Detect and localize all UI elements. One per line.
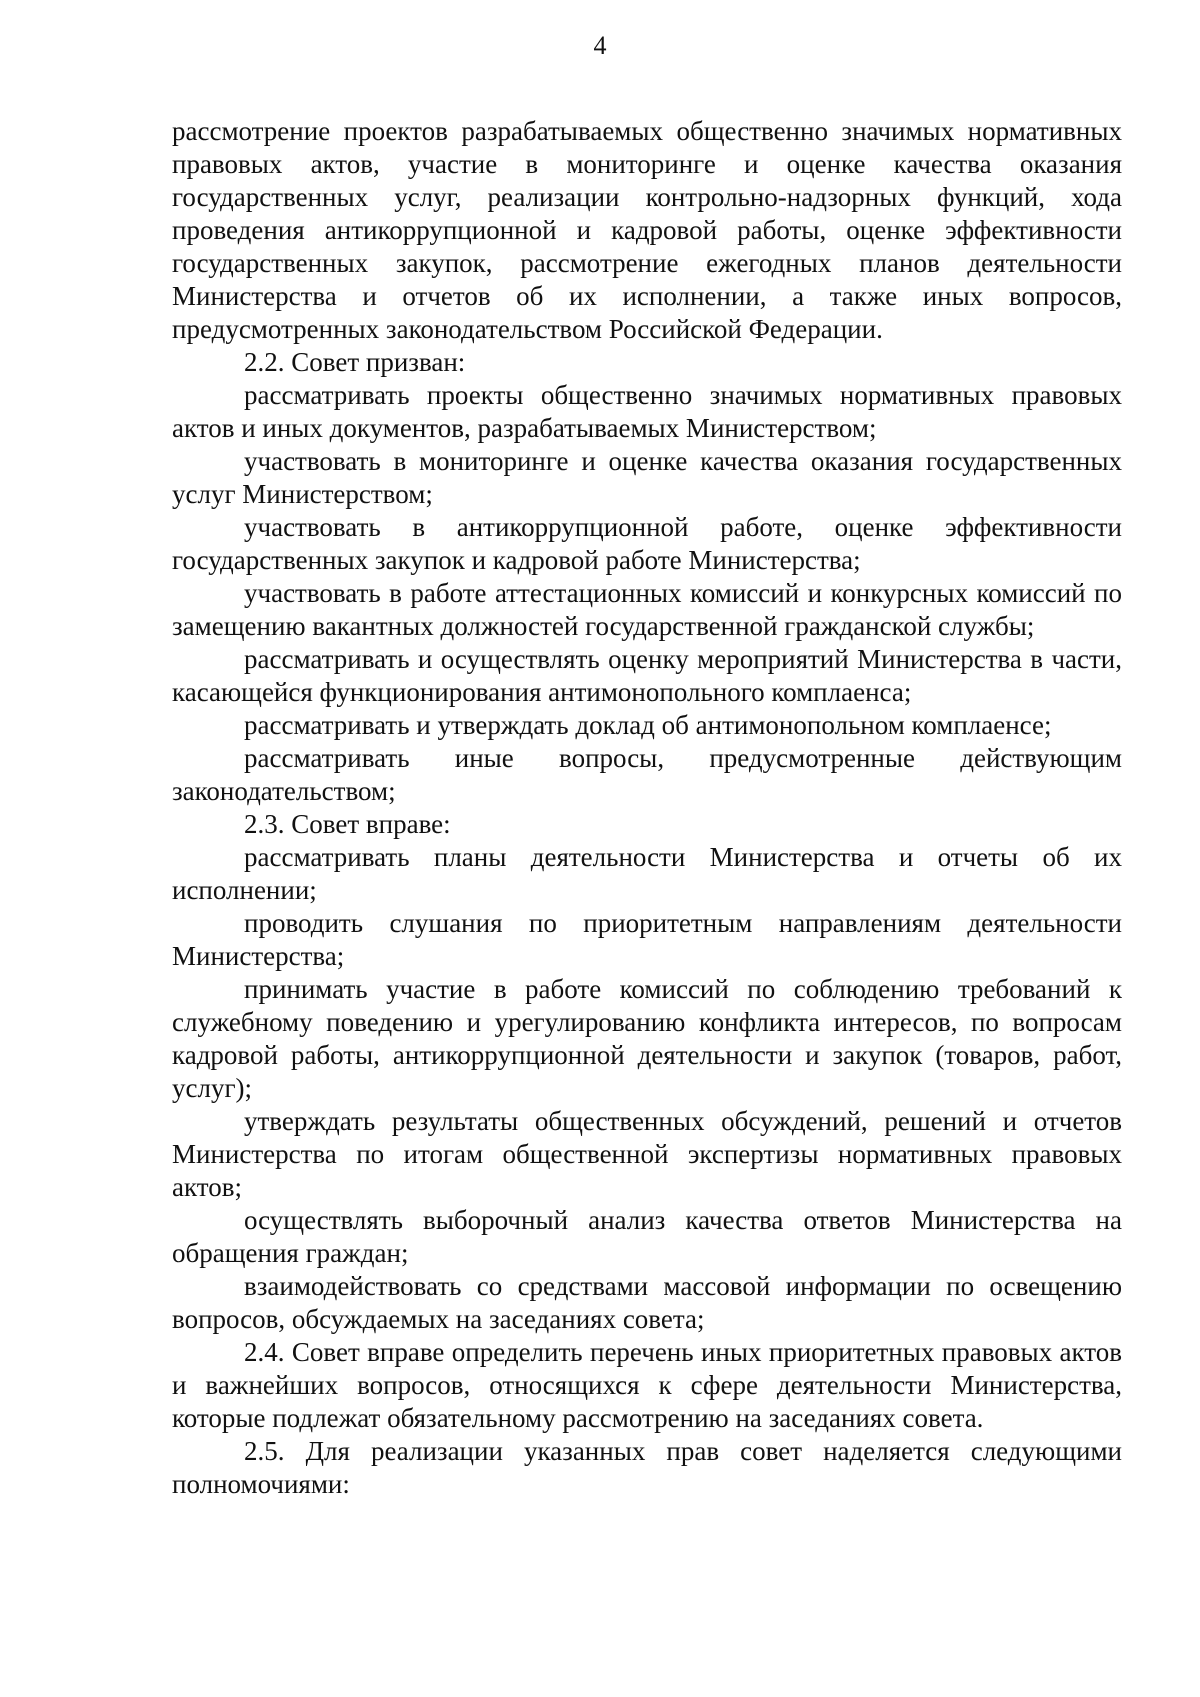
section-heading-2-3: 2.3. Совет вправе: (244, 809, 451, 839)
paragraph: рассматривать и утверждать доклад об антимонопольном комплаенсе; (244, 710, 1052, 740)
paragraph: рассматривать планы деятельности Министерства и отчеты об их исполнении; (172, 842, 1122, 905)
paragraph: утверждать результаты общественных обсуждений, решений и отчетов Министерства по итогам общественной экспертизы нормативных правовых актов; (172, 1106, 1122, 1202)
page-number: 4 (593, 31, 607, 60)
paragraph: осуществлять выборочный анализ качества ответов Министерства на обращения граждан; (172, 1205, 1122, 1268)
paragraph: участвовать в мониторинге и оценке качества оказания государственных услуг Министерством; (172, 446, 1122, 509)
paragraph: рассмотрение проектов разрабатываемых общественно значимых нормативных правовых актов, участие в мониторинге и оценке качества оказания государственных услуг, реализации контрольно-надзорных функций, хода проведения антикоррупционной и кадровой работы, оценке эффективности государственных закупок, рассмотрение ежегодных планов деятельности Министерства и отчетов об их исполнении, а также иных вопросов, предусмотренных законодательством Российской Федерации. (172, 116, 1122, 344)
paragraph: участвовать в работе аттестационных комиссий и конкурсных комиссий по замещению вакантных должностей государственной гражданской службы; (172, 578, 1122, 641)
paragraph: принимать участие в работе комиссий по соблюдению требований к служебному поведению и урегулированию конфликта интересов, по вопросам кадровой работы, антикоррупционной деятельности и закупок (товаров, работ, услуг); (172, 974, 1122, 1103)
paragraph: рассматривать иные вопросы, предусмотренные действующим законодательством; (172, 743, 1122, 806)
paragraph: рассматривать и осуществлять оценку мероприятий Министерства в части, касающейся функционирования антимонопольного комплаенса; (172, 644, 1122, 707)
paragraph: взаимодействовать со средствами массовой информации по освещению вопросов, обсуждаемых на заседаниях совета; (172, 1271, 1122, 1334)
paragraph: участвовать в антикоррупционной работе, оценке эффективности государственных закупок и кадровой работе Министерства; (172, 512, 1122, 575)
paragraph: рассматривать проекты общественно значимых нормативных правовых актов и иных документов, разрабатываемых Министерством; (172, 380, 1122, 443)
section-heading-2-2: 2.2. Совет призван: (244, 347, 466, 377)
document-body (172, 115, 1122, 1501)
section-2-5: 2.5. Для реализации указанных прав совет наделяется следующими полномочиями: (172, 1436, 1122, 1499)
paragraph: проводить слушания по приоритетным направлениям деятельности Министерства; (172, 908, 1122, 971)
section-2-4: 2.4. Совет вправе определить перечень иных приоритетных правовых актов и важнейших вопросов, относящихся к сфере деятельности Министерства, которые подлежат обязательному рассмотрению на заседаниях совета. (172, 1337, 1122, 1433)
